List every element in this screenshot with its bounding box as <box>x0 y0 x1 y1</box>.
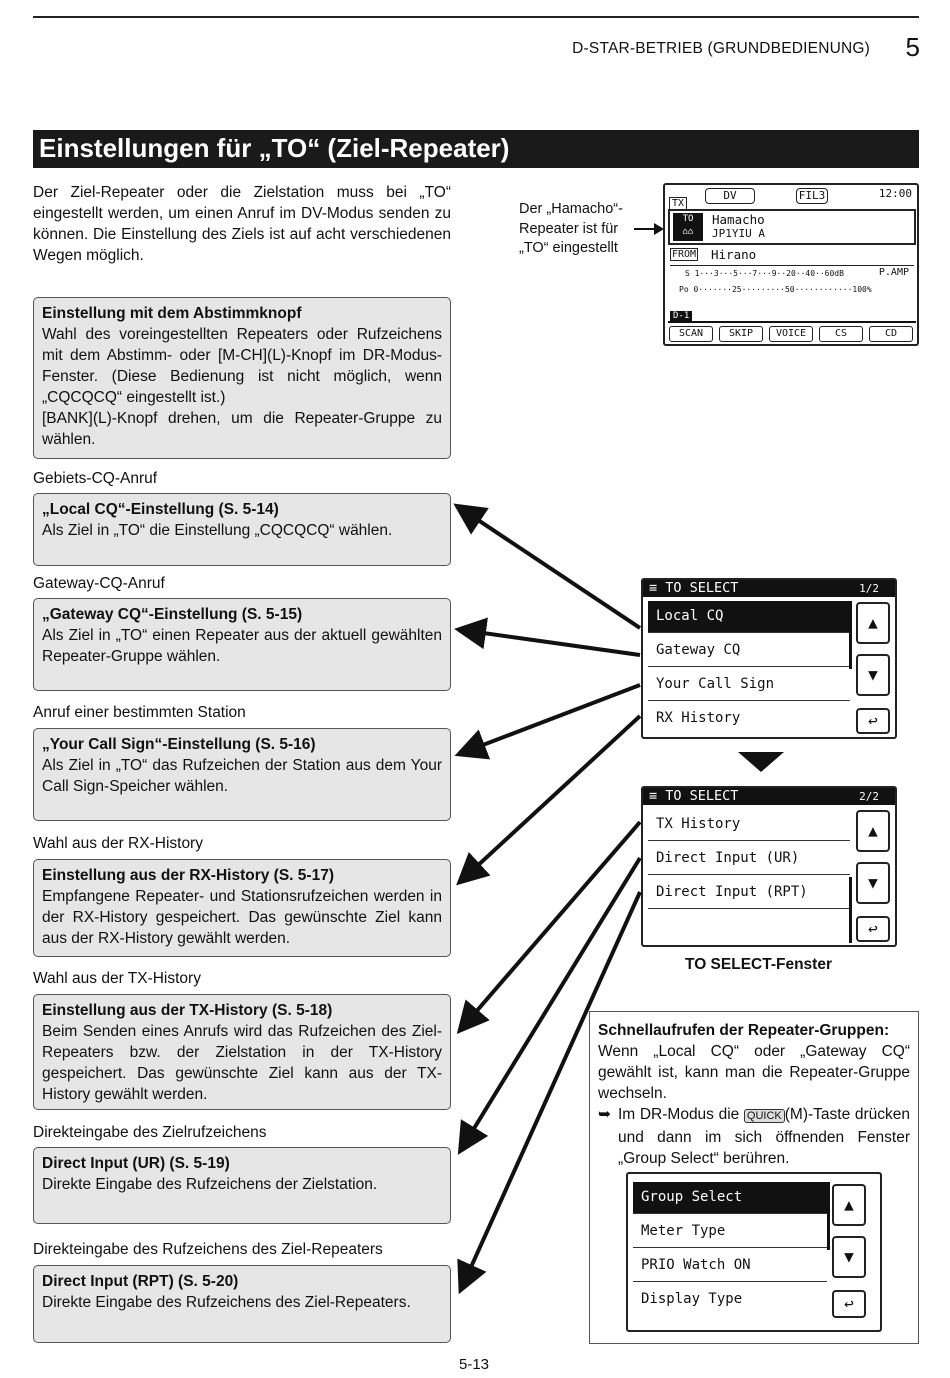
section-label: Wahl aus der RX-History <box>33 835 203 852</box>
list-icon: ≡ <box>649 580 666 596</box>
s-meter-scale: S 1···3···5···7···9··20··40··60dB <box>685 269 844 278</box>
cd-button[interactable]: CD <box>869 326 913 342</box>
to-label: TO ⌂⌂ <box>673 213 703 241</box>
return-icon: ↩ <box>844 1294 854 1313</box>
box-heading: „Gateway CQ“-Einstellung (S. 5-15) <box>42 606 303 623</box>
box-heading: Einstellung aus der RX-History (S. 5-17) <box>42 867 334 884</box>
chapter-title: D-STAR-BETRIEB (GRUNDBEDIENUNG) <box>572 40 870 57</box>
to-select-title-bar: ≡ TO SELECT 2/2 <box>643 788 895 805</box>
dial-body-1: Wahl des voreingestellten Repeaters oder Rufzeichens mit dem Abstimm- oder [M-CH](L)-Knopf im DR-Modus-Fenster. (Diese Bedienung ist nicht möglich, wenn „CQCQCQ“ eingestellt ist.) <box>42 326 442 406</box>
down-arrow-icon: ▼ <box>868 873 878 892</box>
pamp-indicator: P.AMP <box>878 267 909 278</box>
dial-body-2: [BANK](L)-Knopf drehen, um die Repeater-Gruppe zu wählen. <box>42 410 442 448</box>
section-label: Gateway-CQ-Anruf <box>33 575 165 592</box>
po-meter-scale: Po 0·······25·········50············100% <box>679 285 872 294</box>
section-label: Anruf einer bestimmten Station <box>33 704 246 721</box>
screen-caption: Der „Hamacho“-Repeater ist für „TO“ eingestellt <box>519 201 623 256</box>
up-arrow-icon: ▲ <box>844 1195 854 1214</box>
scan-button[interactable]: SCAN <box>669 326 713 342</box>
tip-heading: Schnellaufrufen der Repeater-Gruppen: <box>598 1022 890 1039</box>
quick-menu-item[interactable]: Meter Type <box>633 1216 827 1248</box>
up-arrow-icon: ▲ <box>868 613 878 632</box>
back-button[interactable] <box>832 1290 866 1318</box>
page-indicator: 2/2 <box>859 790 879 803</box>
to-select-item[interactable]: Your Call Sign <box>648 669 850 701</box>
voice-button[interactable]: VOICE <box>769 326 813 342</box>
down-arrow-icon: ▼ <box>868 665 878 684</box>
tip-step <box>618 1104 910 1169</box>
tip-step-post: (M)-Taste drücken und dann im sich öffnenden Fenster „Group Select“ berühren. <box>618 1106 910 1167</box>
quick-menu-item[interactable]: PRIO Watch ON <box>633 1250 827 1282</box>
quick-menu-screen <box>626 1172 882 1332</box>
list-icon: ≡ <box>649 788 666 804</box>
box-heading: „Your Call Sign“-Einstellung (S. 5-16) <box>42 736 316 753</box>
from-label: FROM <box>672 249 697 260</box>
return-icon: ↩ <box>868 919 878 938</box>
tip-step-pre: Im DR-Modus die <box>618 1106 740 1123</box>
to-name: Hamacho <box>712 212 765 227</box>
to-select-title-bar: ≡ TO SELECT 1/2 <box>643 580 895 597</box>
quick-menu-item[interactable]: Group Select <box>633 1182 827 1214</box>
box-heading: Direct Input (UR) (S. 5-19) <box>42 1155 230 1172</box>
box-body: Als Ziel in „TO“ einen Repeater aus der aktuell gewählten Repeater-Gruppe wählen. <box>42 627 442 665</box>
arrow-local-cq <box>460 508 640 628</box>
tip-body: Wenn „Local CQ“ oder „Gateway CQ“ gewählt ist, kann man die Repeater-Gruppe wechseln. <box>598 1043 910 1102</box>
scroll-down-button[interactable] <box>832 1236 866 1278</box>
section-label: Gebiets-CQ-Anruf <box>33 470 158 487</box>
mode-indicator: DV <box>705 188 755 204</box>
box-body: Direkte Eingabe des Rufzeichens des Ziel-Repeaters. <box>42 1294 411 1311</box>
down-arrow-icon: ▼ <box>844 1247 854 1266</box>
page-number: 5-13 <box>459 1356 490 1373</box>
box-heading: Direct Input (RPT) (S. 5-20) <box>42 1273 239 1290</box>
filter-indicator: FIL3 <box>796 188 828 204</box>
box-body: Direkte Eingabe des Rufzeichens der Zielstation. <box>42 1176 378 1193</box>
dr-indicator: D-1 <box>670 311 692 321</box>
scroll-up-button[interactable] <box>832 1184 866 1226</box>
up-arrow-icon: ▲ <box>868 821 878 840</box>
clock: 12:00 <box>878 187 912 200</box>
skip-button[interactable]: SKIP <box>719 326 763 342</box>
step-arrow-icon: ➥ <box>598 1106 611 1123</box>
section-label: Wahl aus der TX-History <box>33 970 201 987</box>
intro-text: Der Ziel-Repeater oder die Zielstation muss bei „TO“ eingestellt werden, um einen Anruf im DV-Modus senden zu können. Die Einstellung des Ziels ist auf acht verschiedenen Wegen möglich. <box>33 184 451 264</box>
scrollbar[interactable] <box>827 1182 830 1250</box>
select-caption: TO SELECT-Fenster <box>685 956 832 973</box>
box-heading: Einstellung aus der TX-History (S. 5-18) <box>42 1002 333 1019</box>
to-select-item[interactable]: RX History <box>656 710 741 726</box>
quick-menu-item[interactable]: Display Type <box>641 1291 743 1307</box>
to-call: JP1YIU A <box>712 227 765 240</box>
cs-button[interactable]: CS <box>819 326 863 342</box>
box-body: Als Ziel in „TO“ die Einstellung „CQCQCQ“ wählen. <box>42 522 393 539</box>
chapter-number: 5 <box>905 32 920 62</box>
box-body: Als Ziel in „TO“ das Rufzeichen der Station aus dem Your Call Sign-Speicher wählen. <box>42 757 442 795</box>
tx-indicator: TX <box>669 197 687 210</box>
section-title: Einstellungen für „TO“ (Ziel-Repeater) <box>33 130 919 168</box>
to-select-item[interactable]: Local CQ <box>648 601 850 633</box>
box-body: Empfangene Repeater- und Stationsrufzeichen werden in der RX-History gespeichert. Das gewünschte Ziel kann aus der RX-History gewählt werden. <box>42 888 442 947</box>
section-label: Direkteingabe des Rufzeichens des Ziel-Repeaters <box>33 1241 383 1258</box>
to-select-item[interactable]: Direct Input (RPT) <box>648 877 850 909</box>
to-select-item[interactable]: Direct Input (UR) <box>648 843 850 875</box>
to-select-item[interactable]: Gateway CQ <box>648 635 850 667</box>
page-indicator: 1/2 <box>859 582 879 595</box>
arrow-gateway-cq <box>462 630 640 655</box>
dial-heading: Einstellung mit dem Abstimmknopf <box>42 305 302 322</box>
to-select-item[interactable]: TX History <box>648 809 850 841</box>
quick-key: QUICK <box>744 1109 785 1123</box>
section-label: Direkteingabe des Zielrufzeichens <box>33 1124 267 1141</box>
box-body: Beim Senden eines Anrufs wird das Rufzeichen des Ziel-Repeaters bzw. der Zielstation in der TX-History gespeichert. Das gewünschte Ziel kann aus der TX-History gewählt werden. <box>42 1023 442 1103</box>
return-icon: ↩ <box>868 711 878 730</box>
box-heading: „Local CQ“-Einstellung (S. 5-14) <box>42 501 279 518</box>
repeater-icon: ⌂⌂ <box>682 227 694 237</box>
from-name: Hirano <box>711 247 757 262</box>
